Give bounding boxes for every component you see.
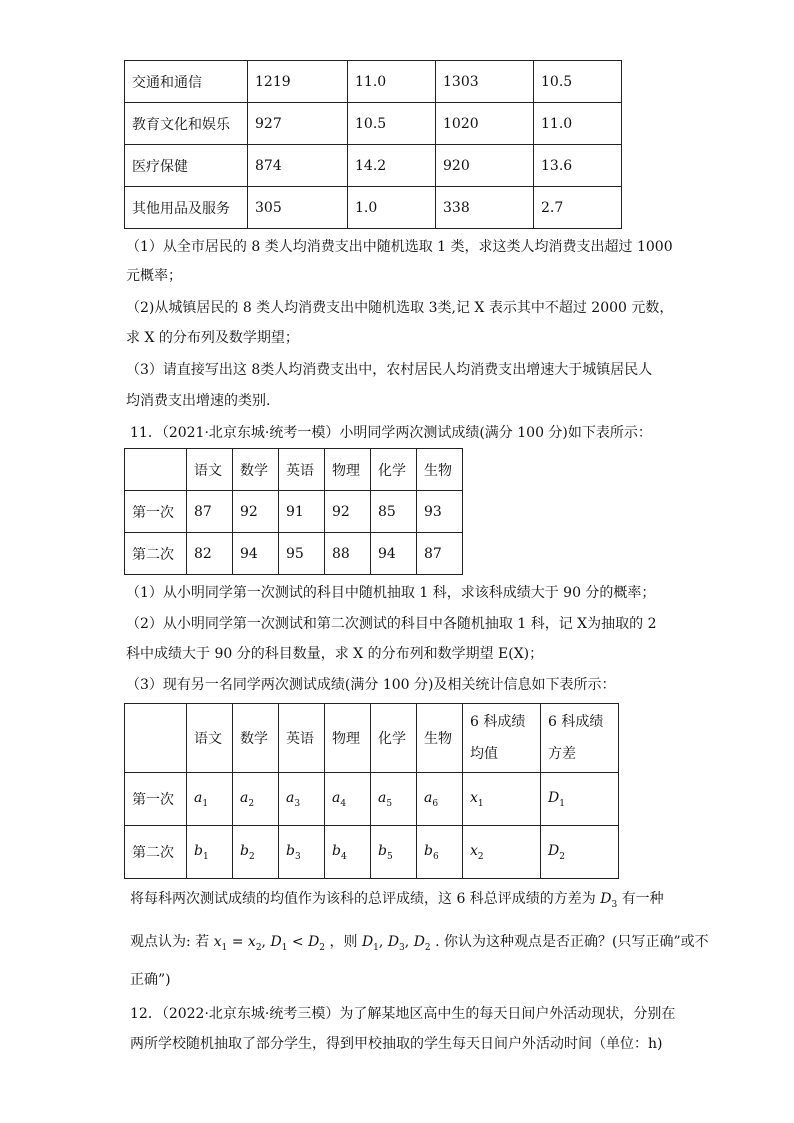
q11-after-line2: 观点认为: 若 $x_1 = x_2$, $D_1 < D_2$ ，则 $D_1$, $D_3$, $D_2$ . 你认为这种观点是否正确？(只写正确”或不 xyxy=(130,934,709,953)
table-cell: $b_4$ xyxy=(325,826,371,879)
table-cell: 1303 xyxy=(436,61,534,103)
q10-part3-line1: （3）请直接写出这 8类人均消费支出中，农村居民人均消费支出增速大于城镇居民人 xyxy=(126,362,653,378)
table-row xyxy=(125,533,463,575)
table-cell: $a_6$ xyxy=(417,773,463,826)
table-cell: 1020 xyxy=(436,103,534,145)
table-cell: 87 xyxy=(417,533,463,575)
table-cell: 93 xyxy=(417,491,463,533)
q10-part2-line2: 求 X 的分布列及数学期望； xyxy=(126,330,299,346)
table-cell: $b_6$ xyxy=(417,826,463,879)
table-cell: $b_3$ xyxy=(279,826,325,879)
table-cell: 10.5 xyxy=(534,61,622,103)
table-cell: 14.2 xyxy=(348,145,436,187)
table-cell: 87 xyxy=(187,491,233,533)
table-header-cell xyxy=(125,704,187,773)
table-cell: 交通和通信 xyxy=(125,61,248,103)
table-cell: 305 xyxy=(248,187,348,229)
table-cell: 语文 xyxy=(187,449,233,491)
table-cell: 88 xyxy=(325,533,371,575)
table-cell: 92 xyxy=(233,491,279,533)
table-cell: 物理 xyxy=(325,449,371,491)
table-header-cell: 生物 xyxy=(417,704,463,773)
table-cell: $x_2$ xyxy=(463,826,541,879)
table-cell: $a_4$ xyxy=(325,773,371,826)
table-row xyxy=(125,826,619,879)
table-cell: 数学 xyxy=(233,449,279,491)
q12-line1: 12．（2022·北京东城·统考三模）为了解某地区高中生的每天日间户外活动现状，分别在 xyxy=(130,1006,676,1022)
table-cell: $b_1$ xyxy=(187,826,233,879)
table-cell: $a_2$ xyxy=(233,773,279,826)
table-cell: 第一次 xyxy=(125,491,187,533)
table-header-cell: 6 科成绩 均值 xyxy=(463,704,541,773)
table-row xyxy=(125,187,622,229)
table-cell: 11.0 xyxy=(534,103,622,145)
table-cell: $D_1$ xyxy=(541,773,619,826)
table-cell: 82 xyxy=(187,533,233,575)
table-header-cell: 语文 xyxy=(187,704,233,773)
table-row-label: 第二次 xyxy=(125,826,187,879)
q11-part2-line2: 科中成绩大于 90 分的科目数量，求 X 的分布列和数学期望 E(X)； xyxy=(126,646,544,662)
q11-part2-line1: （2）从小明同学第一次测试和第二次测试的科目中各随机抽取 1 科，记 X为抽取的 2 xyxy=(126,616,657,632)
consumption-table xyxy=(124,60,622,229)
table-cell: 94 xyxy=(371,533,417,575)
table-cell: 11.0 xyxy=(348,61,436,103)
table-header-cell: 数学 xyxy=(233,704,279,773)
table-header-cell: 英语 xyxy=(279,704,325,773)
table-header-row xyxy=(125,704,619,773)
q11-after-line3: 正确”) xyxy=(130,972,171,988)
table-row xyxy=(125,449,463,491)
table-row xyxy=(125,103,622,145)
table-row xyxy=(125,773,619,826)
table-cell: 927 xyxy=(248,103,348,145)
q10-part3-line2: 均消费支出增速的类别. xyxy=(126,393,271,409)
table-cell xyxy=(125,449,187,491)
q12-line2: 两所学校随机抽取了部分学生，得到甲校抽取的学生每天日间户外活动时间（单位：h) xyxy=(130,1036,663,1052)
table-cell: 94 xyxy=(233,533,279,575)
score-table xyxy=(124,448,463,575)
table-cell: 英语 xyxy=(279,449,325,491)
table-row-label: 第一次 xyxy=(125,773,187,826)
table-row xyxy=(125,61,622,103)
table-cell: 医疗保健 xyxy=(125,145,248,187)
table-cell: $b_5$ xyxy=(371,826,417,879)
q10-part2-line1: （2)从城镇居民的 8 类人均消费支出中随机选取 3类,记 X 表示其中不超过 2000 元数， xyxy=(126,300,674,316)
q11-part1: （1）从小明同学第一次测试的科目中随机抽取 1 科，求该科成绩大于 90 分的概率； xyxy=(126,585,656,601)
table-cell: 95 xyxy=(279,533,325,575)
table-cell: $a_3$ xyxy=(279,773,325,826)
table-cell: 化学 xyxy=(371,449,417,491)
table-cell: $b_2$ xyxy=(233,826,279,879)
table-cell: 教育文化和娱乐 xyxy=(125,103,248,145)
table-header-cell: 物理 xyxy=(325,704,371,773)
table-cell: 1.0 xyxy=(348,187,436,229)
table-cell: 第二次 xyxy=(125,533,187,575)
q11-part3: （3）现有另一名同学两次测试成绩(满分 100 分)及相关统计信息如下表所示： xyxy=(126,677,616,693)
table-cell: 874 xyxy=(248,145,348,187)
table-cell: 92 xyxy=(325,491,371,533)
table-cell: 85 xyxy=(371,491,417,533)
table-cell: $D_2$ xyxy=(541,826,619,879)
q11-after-line1: 将每科两次测试成绩的均值作为该科的总评成绩，这 6 科总评成绩的方差为 $D_3$ 有一种 xyxy=(130,891,664,910)
table-header-cell: 化学 xyxy=(371,704,417,773)
table-cell: $x_1$ xyxy=(463,773,541,826)
q10-part1-line2: 元概率； xyxy=(126,268,182,284)
table-row xyxy=(125,145,622,187)
table-cell: 生物 xyxy=(417,449,463,491)
table-cell: $a_1$ xyxy=(187,773,233,826)
table-cell: 1219 xyxy=(248,61,348,103)
table-cell: 13.6 xyxy=(534,145,622,187)
table-row xyxy=(125,491,463,533)
table-cell: 91 xyxy=(279,491,325,533)
q11-header: 11．（2021·北京东城·统考一模）小明同学两次测试成绩(满分 100 分)如下表所示： xyxy=(130,425,652,441)
table-cell: $a_5$ xyxy=(371,773,417,826)
table-cell: 338 xyxy=(436,187,534,229)
table-cell: 920 xyxy=(436,145,534,187)
table-cell: 2.7 xyxy=(534,187,622,229)
table-header-cell: 6 科成绩 方差 xyxy=(541,704,619,773)
q10-part1-line1: （1）从全市居民的 8 类人均消费支出中随机选取 1 类，求这类人均消费支出超过 1000 xyxy=(126,239,673,255)
stats-table xyxy=(124,703,619,879)
table-cell: 10.5 xyxy=(348,103,436,145)
table-cell: 其他用品及服务 xyxy=(125,187,248,229)
